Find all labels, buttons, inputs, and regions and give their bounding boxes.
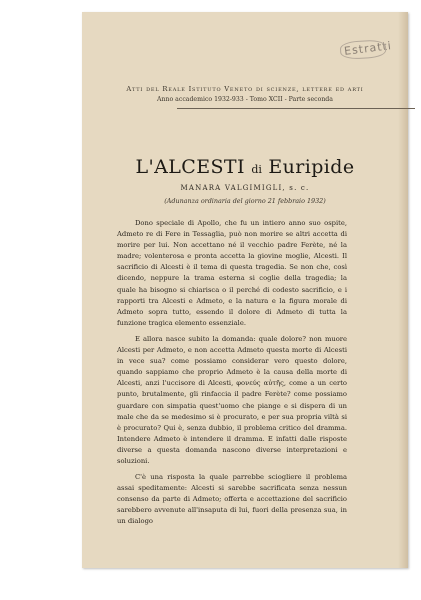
journal-header: Atti del Reale Istituto Veneto di scienze, lettere ed arti <box>126 85 364 93</box>
paragraph-3: C'è una risposta la quale parrebbe sciogliere il problema assai speditamente: Alcesti si sarebbe sacrificata senza nessun consenso da parte di Admeto; offerta e accettazione del sacrificio sarebbero avvenute all'insaputa di lui, fuori della presenza sua, in un dialogo <box>117 473 347 526</box>
author-line: MANARA VALGIMIGLI, s. c. <box>180 184 310 192</box>
article-body <box>117 218 347 528</box>
article-title <box>82 156 408 178</box>
journal-volume-line: Anno accademico 1932-933 - Tomo XCII - Parte seconda <box>157 96 333 103</box>
session-line: (Adunanza ordinaria del giorno 21 febbraio 1932) <box>164 197 326 205</box>
header-rule <box>177 108 415 109</box>
title-connector: di <box>251 163 262 176</box>
title-main: L'ALCESTI <box>135 156 245 178</box>
title-name: Euripide <box>268 156 355 178</box>
paragraph-2: E allora nasce subito la domanda: quale dolore? non muore Alcesti per Admeto, e non accetta Admeto questa morte di Alcesti in vece sua? come possiamo considerar vero questo dolore, quando sappiamo che proprio Admeto è la causa della morte di Alcesti, anzi l'uccisore di Alcesti, φονεύς αὐτῆς, come a un certo punto, brutalmente, gli rinfaccia il padre Ferète? come possiamo guardare con simpatia quest'uomo che piange e si dispera di un male che da se medesimo si è procurato, e per sua propria viltà si è procurato? Qui è, senza dubbio, il problema critico del dramma. Intendere Admeto è intendere il dramma. E infatti dalle risposte diverse a questa domanda nascono diverse interpretazioni e soluzioni. <box>117 334 347 465</box>
handwritten-note: Estratti <box>343 39 393 58</box>
paragraph-1: Dono speciale di Apollo, che fu un intiero anno suo ospite, Admeto re di Fere in Tessaglia, può non morire se altri accetta di morire per lui. Non accettano né il vecchio padre Ferète, né la madre; volenterosa e pronta accetta la giovine moglie, Alcesti. Il sacrificio di Alcesti è il tema di questa tragedia. Se non che, così dicendo, neppure la trama esterna si coglie della tragedia; la quale ha bisogno si chiarisca o il perché di codesto sacrificio, e i rapporti tra Alcesti e Admeto, e la natura e la figura morale di Admeto sopra tutto, essendo il dolore di Admeto di tutta la funzione tragica elemento essenziale. <box>117 219 347 327</box>
